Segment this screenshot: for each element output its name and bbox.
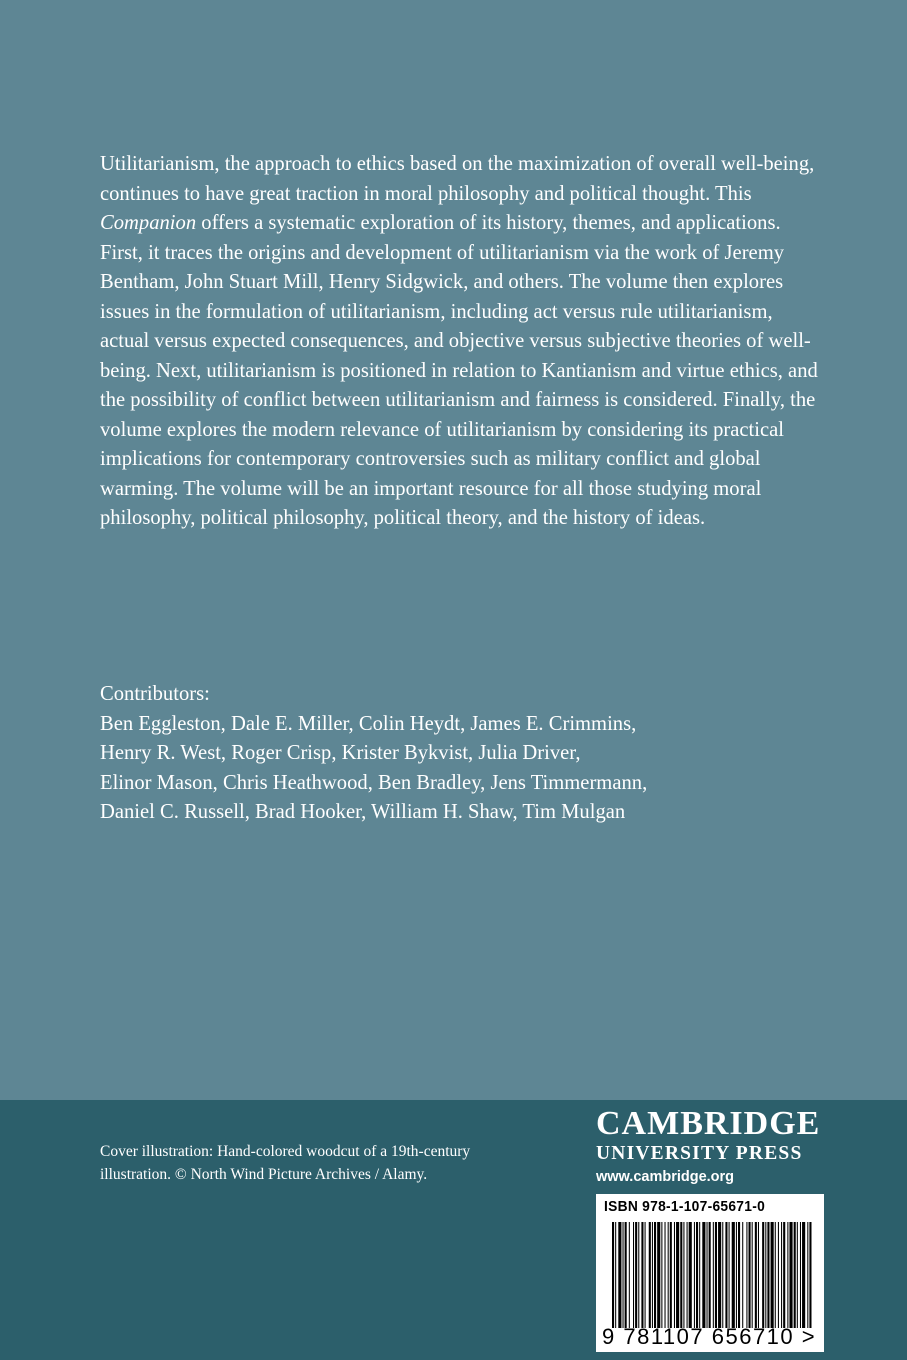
barcode-bar [661,1222,662,1328]
barcode-bar [687,1222,688,1328]
contributors-line: Elinor Mason, Chris Heathwood, Ben Bradley, Jens Timmermann, [100,771,648,794]
barcode-bar [742,1222,743,1328]
publisher-block [596,1104,826,1188]
barcode-bar [615,1222,616,1328]
barcode-bar [694,1222,695,1328]
barcode-bar [738,1222,740,1328]
cover-credit-line: illustration. © North Wind Picture Archives / Alamy. [100,1166,428,1183]
description-blurb [100,150,820,534]
barcode-bar [709,1222,711,1328]
contributors-line: Ben Eggleston, Dale E. Miller, Colin Heydt, James E. Crimmins, [100,712,637,735]
barcode-bar [635,1222,637,1328]
footer-band [0,1100,907,1360]
barcode-bar [725,1222,727,1328]
barcode-bar [652,1222,653,1328]
barcode-bar [668,1222,669,1328]
barcode-bar [800,1222,801,1328]
barcode-bar [612,1222,614,1328]
barcode-digits: 9 781107 656710 > [602,1324,817,1349]
blurb-italic-title: Companion [100,212,197,234]
barcode-bar [787,1222,788,1328]
barcode-bar [623,1222,624,1328]
barcode-bar [783,1222,785,1328]
barcode-bar [755,1222,757,1328]
contributors-section [100,680,820,828]
barcode-bar [670,1222,672,1328]
barcode-bar [702,1222,705,1328]
barcode-bar [781,1222,782,1328]
publisher-url[interactable]: www.cambridge.org [596,1169,735,1185]
barcode-bar [758,1222,759,1328]
barcode-bar [749,1222,751,1328]
barcode-bar [797,1222,798,1328]
publisher-name: CAMBRIDGE [596,1105,821,1142]
barcode-bar [789,1222,792,1328]
barcode-bar [707,1222,708,1328]
barcode-bar [699,1222,700,1328]
barcode-label [596,1194,824,1352]
barcode-bar [767,1222,769,1328]
barcode-bar [641,1222,643,1328]
barcode-bar [736,1222,737,1328]
barcode-bar [762,1222,764,1328]
barcode-bar [794,1222,796,1328]
isbn-text: ISBN 978-1-107-65671-0 [604,1198,766,1215]
barcode-bar [618,1222,621,1328]
barcode-bar [715,1222,717,1328]
barcode-bar [629,1222,630,1328]
barcode-bar [713,1222,714,1328]
blurb-text-part1: Utilitarianism, the approach to ethics based on the maximization of overall well-being, continues to have great traction in moral philosophy and political thought. This [100,153,815,205]
barcode-bar [657,1222,660,1328]
contributors-heading: Contributors: [100,683,210,705]
barcode-bar [765,1222,766,1328]
barcode-icon [612,1222,812,1328]
barcode-bar [746,1222,747,1328]
barcode-bar [683,1222,684,1328]
barcode-bar [809,1222,811,1328]
barcode-bar [732,1222,735,1328]
barcode-bar [645,1222,646,1328]
blurb-text-part2: offers a systematic exploration of its history, themes, and applications. First, it traces the origins and development of utilitarianism via the work of Jeremy Bentham, John Stuart Mill, Henry Sidgwick, and others. The volume then explores issues in the formulation of utilitarianism, including act versus rule utilitarianism, actual versus expected consequences, and objective versus subjective theories of well-being. Next, utilitarianism is positioned in relation to Kantianism and virtue ethics, and the possibility of conflict between utilitarianism and fairness is considered. Finally, the volume explores the modern relevance of utilitarianism by considering its practical implications for contemporary controversies such as military conflict and global warming. The volume will be an important resource for all those studying moral philosophy, political philosophy, political theory, and the history of ideas. [100,212,818,529]
barcode-bar [649,1222,651,1328]
publisher-press: UNIVERSITY PRESS [596,1143,803,1164]
barcode-bar [665,1222,666,1328]
barcode-bar [729,1222,730,1328]
barcode-bar [674,1222,675,1328]
barcode-bar [718,1222,721,1328]
contributors-line: Daniel C. Russell, Brad Hooker, William H. Shaw, Tim Mulgan [100,801,626,823]
barcode-bar [802,1222,805,1328]
barcode-bar [807,1222,808,1328]
barcode-bar [775,1222,776,1328]
barcode-bar [680,1222,682,1328]
barcode-bar [633,1222,634,1328]
barcode-bar [625,1222,627,1328]
contributors-line: Henry R. West, Roger Crisp, Krister Bykvist, Julia Driver, [100,742,581,764]
barcode-bar [771,1222,774,1328]
barcode-bar [722,1222,723,1328]
barcode-bar [654,1222,656,1328]
barcode-bar [638,1222,639,1328]
cover-credit [100,1140,540,1186]
cover-credit-line: Cover illustration: Hand-colored woodcut of a 19th-century [100,1143,471,1160]
barcode-bar [696,1222,698,1328]
barcode-bar [689,1222,692,1328]
barcode-bar [778,1222,779,1328]
barcode-bar [752,1222,753,1328]
barcode-bar [676,1222,679,1328]
